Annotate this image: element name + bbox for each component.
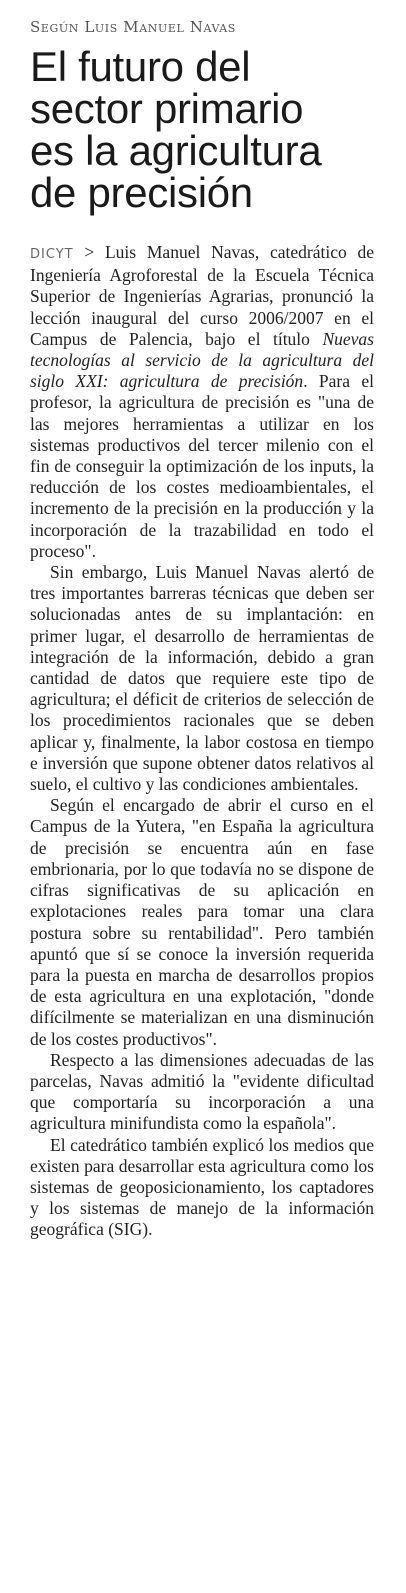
paragraph-text: Luis Manuel Navas, catedrático de Ingeniería Agroforestal de la Escuela Técnica Superior de Ingenierías Agrarias, pronunció la lección inaugural del curso 2006/2007 en el Campus de Palencia, bajo el título — [30, 242, 374, 349]
paragraph-text: . Para el profesor, la agricultura de precisión es "una de las mejores herramientas a utilizar en los sistemas productivos del tercer milenio con el fin de conseguir la optimización de los inputs, la reducción de los costes medioambientales, el incremento de la precisión en la producción y la incorporación de la trazabilidad en todo el proceso". — [30, 371, 374, 561]
lecture-title: Nuevas tecnologías al servicio de la agricultura del siglo XXI: agricultura de precisión — [30, 328, 374, 392]
headline — [30, 43, 374, 216]
paragraph — [30, 242, 374, 562]
paragraph: Según el encargado de abrir el curso en el Campus de la Yutera, "en España la agricultura de precisión se encuentra aún en fase embrionaria, por lo que todavía no se dispone de cifras significativas de su aplicación en explotaciones reales para tomar una clara postura sobre su rentabilidad". Pero también apuntó que sí se conoce la inversión requerida para la puesta en marcha de desarrollos propios de esta agricultura en una explotación, "donde difícilmente se materializan en una disminución de los costes productivos". — [30, 795, 374, 1049]
byline: Según Luis Manuel Navas — [30, 18, 236, 36]
source-separator: > — [73, 242, 105, 262]
article — [30, 18, 374, 1241]
headline-line: es la agricultura — [30, 127, 322, 174]
headline-line: de precisión — [30, 169, 253, 216]
paragraph: El catedrático también explicó los medios que existen para desarrollar esta agricultura como los sistemas de geoposicionamiento, los captadores y los sistemas de manejo de la información geográfica (SIG). — [30, 1134, 374, 1240]
source-tag: DICYT — [30, 247, 74, 262]
headline-line: El futuro del — [30, 43, 251, 90]
paragraph: Respecto a las dimensiones adecuadas de las parcelas, Navas admitió la "evidente dificultad que comportaría su incorporación a una agricultura minifundista como la española". — [30, 1049, 374, 1134]
headline-line: sector primario — [30, 85, 304, 132]
article-body — [30, 242, 374, 1241]
paragraph: Sin embargo, Luis Manuel Navas alertó de tres importantes barreras técnicas que deben ser solucionadas antes de su implantación: en primer lugar, el desarrollo de herramientas de integración de la información, debido a gran cantidad de datos que requiere este tipo de agricultura; el déficit de criterios de selección de los procedimientos racionales que se deben aplicar y, finalmente, la labor costosa en tiempo e inversión que supone obtener datos relativos al suelo, el cultivo y las condiciones ambientales. — [30, 562, 374, 795]
